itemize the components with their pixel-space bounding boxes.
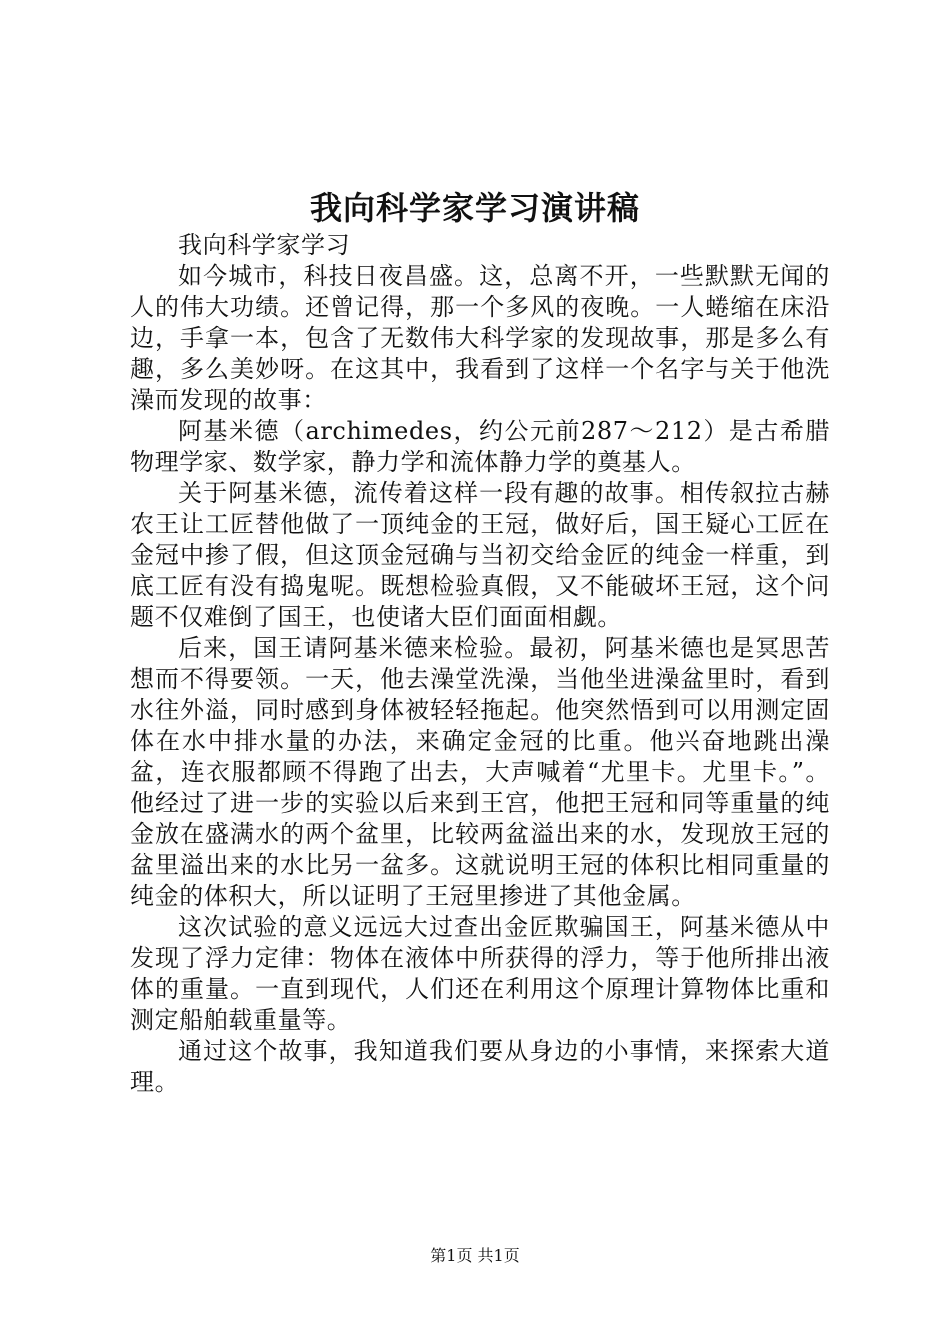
- document-title: 我向科学家学习演讲稿: [309, 189, 640, 227]
- paragraph-crown-story: 关于阿基米德，流传着这样一段有趣的故事。相传叙拉古赫农王让工匠替他做了一顶纯金的王冠，做好后，国王疑心工匠在金冠中掺了假，但这顶金冠确与当初交给金匠的纯金一样重，到底工匠有没有捣鬼呢。既想检验真假，又不能破坏王冠，这个问题不仅难倒了国王，也使诸大臣们面面相觑。: [130, 479, 830, 631]
- paragraph-intro: 如今城市，科技日夜昌盛。这，总离不开，一些默默无闻的人的伟大功绩。还曾记得，那一个多风的夜晚。一人蜷缩在床沿边，手拿一本，包含了无数伟大科学家的发现故事，那是多么有趣，多么美妙呀。在这其中，我看到了这样一个名字与关于他洗澡而发现的故事：: [130, 262, 830, 414]
- paragraph-archimedes: 阿基米德（archimedes，约公元前287～212）是古希腊物理学家、数学家，静力学和流体静力学的奠基人。: [130, 417, 830, 476]
- paragraph-discovery: 后来，国王请阿基米德来检验。最初，阿基米德也是冥思苦想而不得要领。一天，他去澡堂洗澡，当他坐进澡盆里时，看到水往外溢，同时感到身体被轻轻拖起。他突然悟到可以用测定固体在水中排水量的办法，来确定金冠的比重。他兴奋地跳出澡盆，连衣服都顾不得跑了出去，大声喊着“尤里卡。尤里卡。”。他经过了进一步的实验以后来到王宫，他把王冠和同等重量的纯金放在盛满水的两个盆里，比较两盆溢出来的水，发现放王冠的盆里溢出来的水比另一盆多。这就说明王冠的体积比相同重量的纯金的体积大，所以证明了王冠里掺进了其他金属。: [130, 634, 830, 910]
- paragraph-subtitle: 我向科学家学习: [178, 231, 351, 259]
- document-body: [130, 230, 830, 1098]
- paragraph-conclusion: 通过这个故事，我知道我们要从身边的小事情，来探索大道理。: [130, 1037, 830, 1096]
- paragraph-buoyancy-law: 这次试验的意义远远大过查出金匠欺骗国王，阿基米德从中发现了浮力定律：物体在液体中所获得的浮力，等于他所排出液体的重量。一直到现代，人们还在利用这个原理计算物体比重和测定船舶载重量等。: [130, 913, 830, 1034]
- page-footer: 第1页 共1页: [430, 1246, 520, 1265]
